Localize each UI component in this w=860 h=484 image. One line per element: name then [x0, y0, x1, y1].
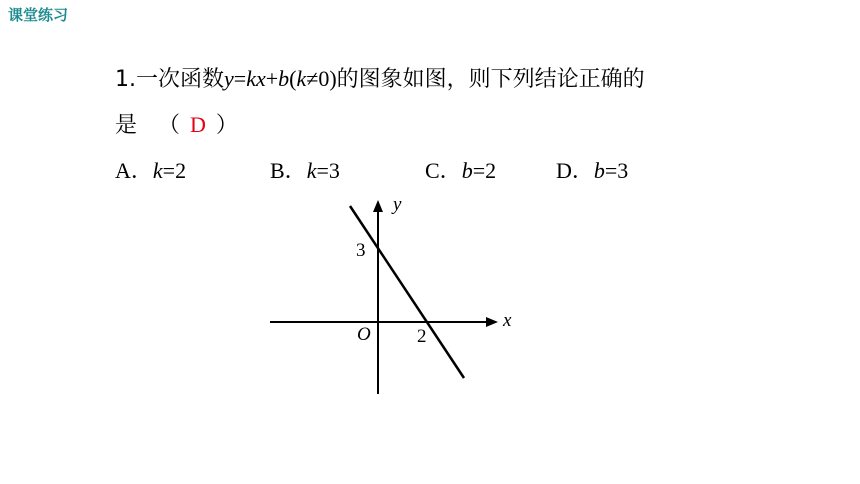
x-axis-arrow — [486, 317, 498, 327]
question-equation: y=kx+b(k≠0) — [224, 66, 337, 91]
answer-paren-close: ） — [215, 113, 238, 138]
question-suffix: 的图象如图，则下列结论正确的 — [336, 67, 645, 92]
y-axis-label: y — [393, 194, 402, 215]
answer-paren-open: （ — [158, 113, 181, 138]
x-axis-label: x — [503, 310, 512, 331]
x-intercept-label: 2 — [417, 326, 427, 347]
question-line2-prefix: 是 — [115, 113, 138, 138]
option-b[interactable]: B．k=3 — [270, 158, 340, 183]
option-a[interactable]: A．k=2 — [115, 158, 187, 183]
answer-text: D — [190, 112, 206, 137]
function-line — [350, 206, 464, 378]
origin-label: O — [357, 324, 371, 345]
question-prefix: 一次函数 — [136, 67, 225, 92]
y-axis-arrow — [373, 200, 383, 212]
option-d[interactable]: D．b=3 — [556, 158, 629, 183]
y-intercept-label: 3 — [356, 240, 366, 261]
option-c[interactable]: C．b=2 — [425, 158, 497, 183]
question-number: 1. — [115, 67, 136, 92]
section-title: 课堂练习 — [8, 6, 69, 24]
